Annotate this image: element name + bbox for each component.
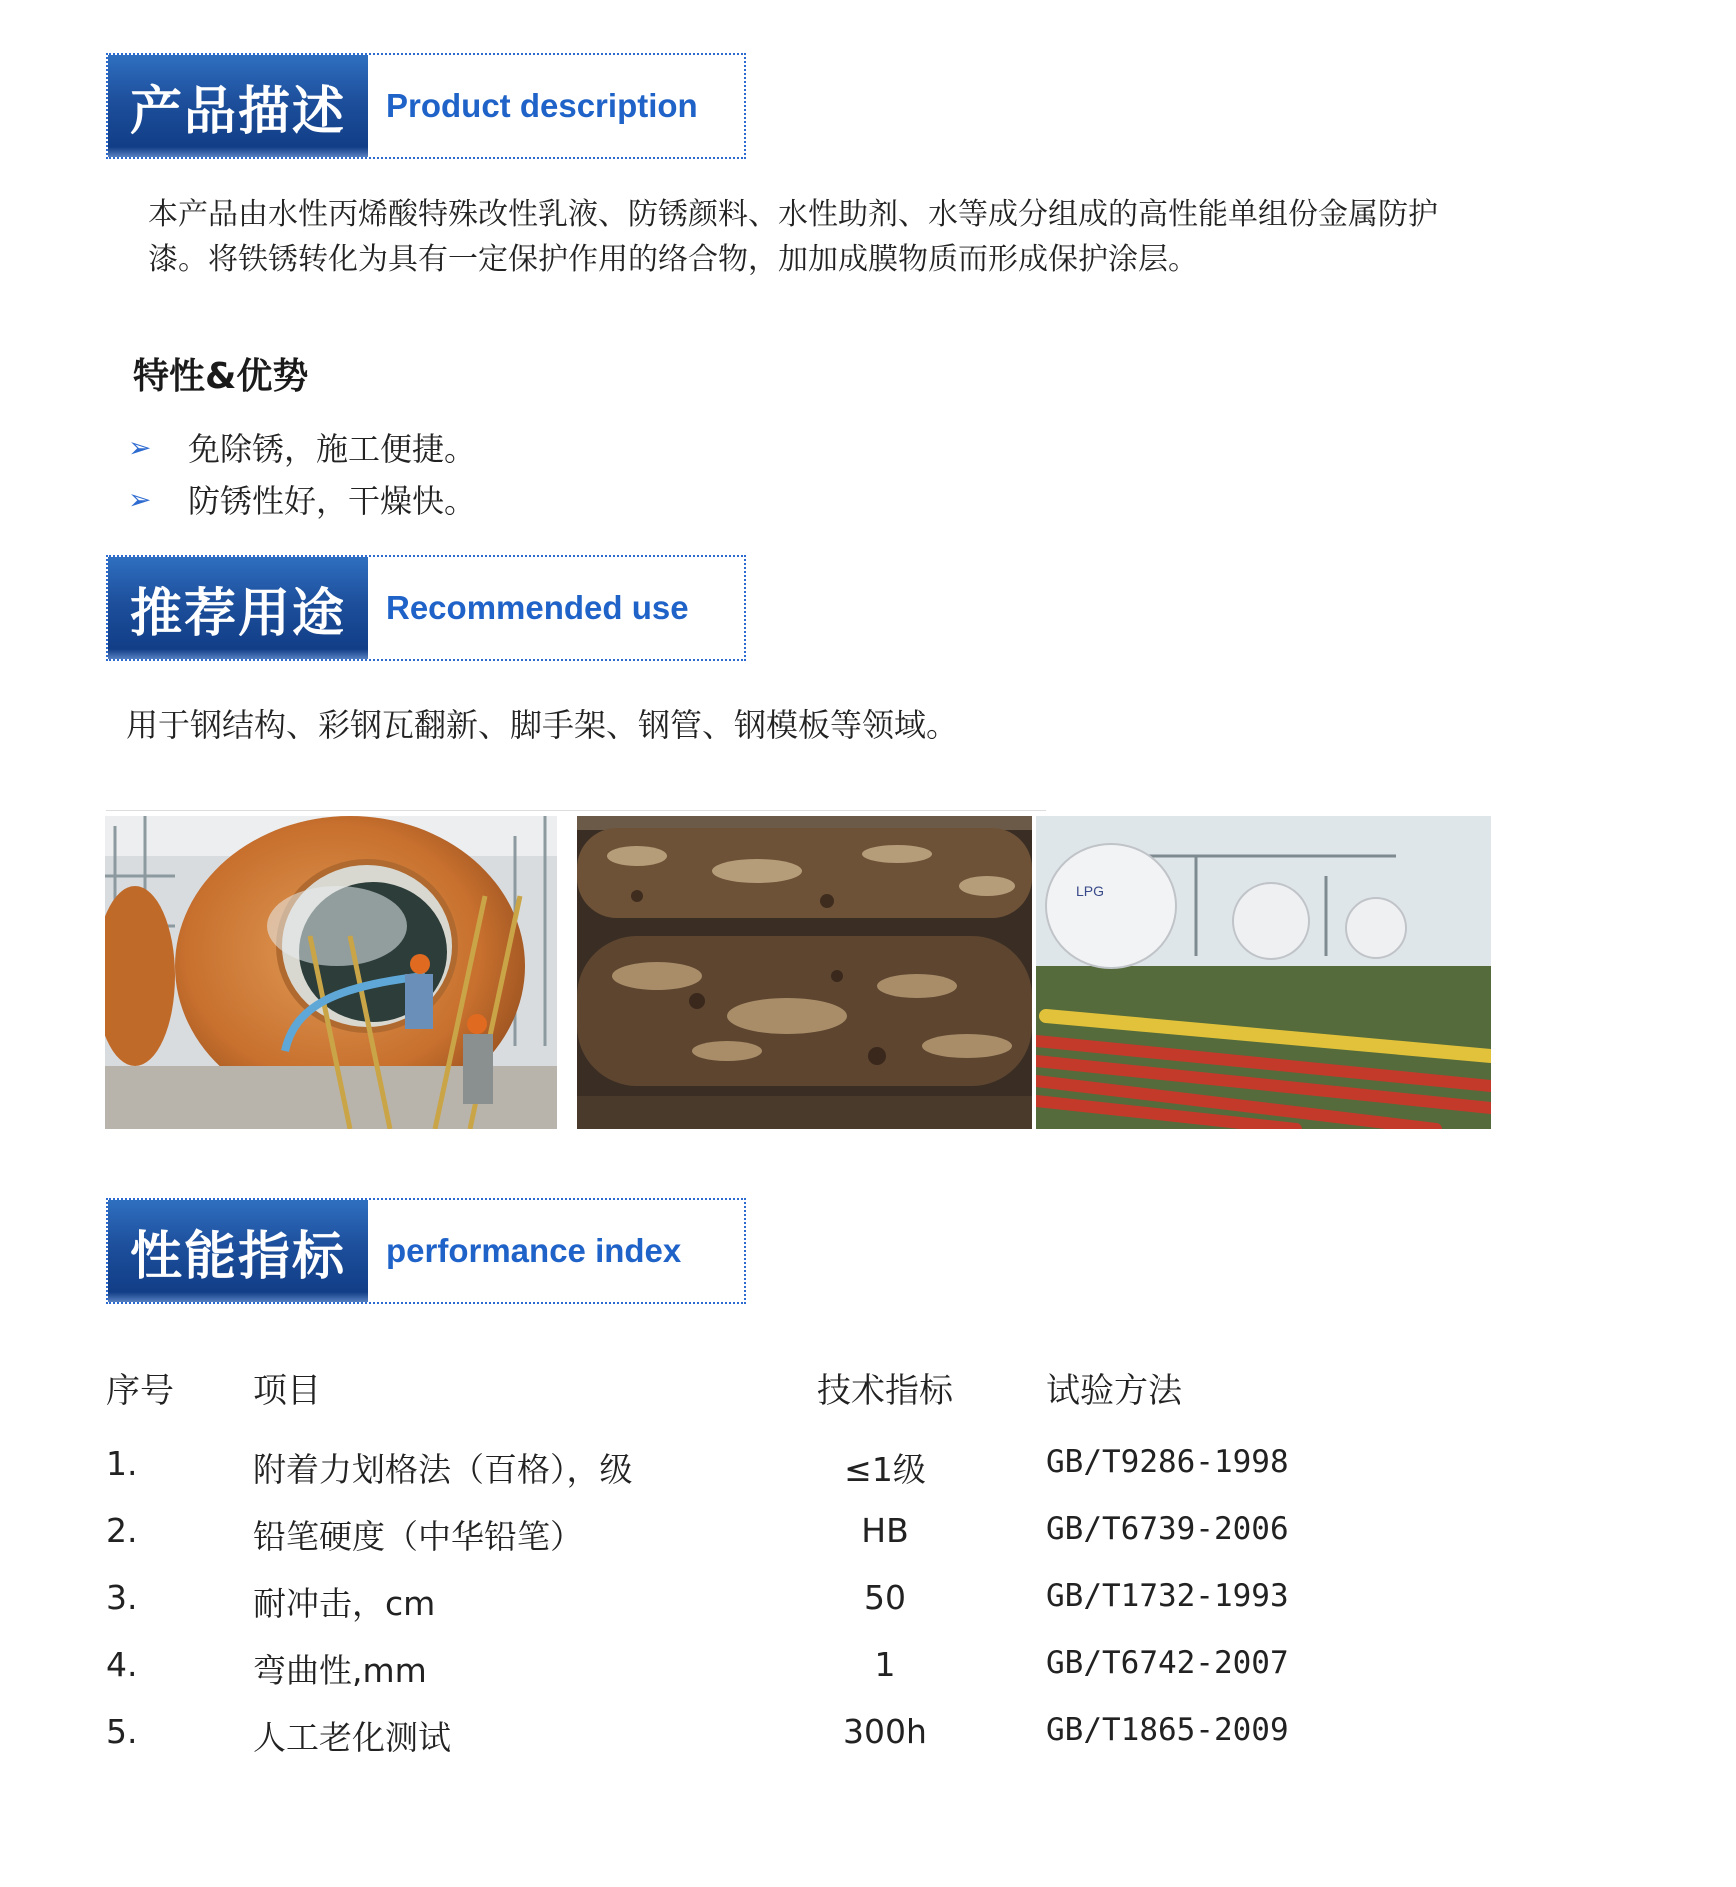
feature-text: 防锈性好，干燥快。 [188,482,477,520]
description-line-2: 漆。将铁锈转化为具有一定保护作用的络合物，加加成膜物质而形成保护涂层。 [148,242,1198,277]
section-title-en: performance index [386,1232,682,1269]
section-title-cn: 性能指标 [108,1200,368,1302]
row-no: 5. [106,1712,138,1751]
description-line-1: 本产品由水性丙烯酸特殊改性乳液、防锈颜料、水性助剂、水等成分组成的高性能单组份金属防护 [148,197,1438,232]
row-value: 50 [864,1578,906,1617]
section-header-recommended [106,555,746,661]
feature-item [128,476,476,522]
feature-item [128,424,476,470]
row-value: ≤1级 [844,1450,926,1489]
row-method: GB/T9286-1998 [1046,1444,1289,1480]
row-no: 4. [106,1645,138,1684]
photo-tank-spraying [105,816,557,1129]
table-row [0,1645,1736,1695]
table-row [0,1712,1736,1762]
row-method: GB/T1732-1993 [1046,1578,1289,1614]
row-item: 附着力划格法（百格），级 [253,1450,633,1489]
row-value: 1 [874,1645,896,1684]
table-row [0,1511,1736,1561]
row-no: 3. [106,1578,138,1617]
section-title-cn: 推荐用途 [108,557,368,659]
row-item: 耐冲击，cm [253,1584,436,1623]
row-item: 人工老化测试 [253,1718,451,1757]
row-method: GB/T1865-2009 [1046,1712,1289,1748]
table-header-row [0,1363,1736,1413]
tank-label: LPG [1076,883,1105,899]
section-title-cn: 产品描述 [108,55,368,157]
arrow-bullet-icon: ➢ [128,482,152,516]
row-method: GB/T6742-2007 [1046,1645,1289,1681]
feature-text: 免除锈，施工便捷。 [188,430,477,468]
row-method: GB/T6739-2006 [1046,1511,1289,1547]
col-header-value: 技术指标 [817,1371,953,1411]
arrow-bullet-icon: ➢ [128,430,152,464]
section-title-en: Recommended use [386,589,689,626]
col-header-no: 序号 [106,1371,174,1411]
table-row [0,1444,1736,1494]
photo-lpg-tanks [1036,816,1491,1129]
col-header-method: 试验方法 [1046,1371,1182,1411]
usage-text: 用于钢结构、彩钢瓦翻新、脚手架、钢管、钢模板等领域。 [126,706,959,744]
section-header-description [106,53,746,159]
row-no: 2. [106,1511,138,1550]
row-value: HB [861,1511,909,1550]
col-header-item: 项目 [253,1371,321,1411]
section-header-performance [106,1198,746,1304]
row-value: 300h [843,1712,927,1751]
table-row [0,1578,1736,1628]
row-item: 弯曲性,mm [253,1651,427,1690]
row-no: 1. [106,1444,138,1483]
product-description [148,192,1548,282]
features-title: 特性&优势 [133,356,309,397]
photo-rusted-pipes [577,816,1032,1129]
section-title-en: Product description [386,87,698,124]
divider [106,810,1046,811]
row-item: 铅笔硬度（中华铅笔） [253,1517,583,1556]
